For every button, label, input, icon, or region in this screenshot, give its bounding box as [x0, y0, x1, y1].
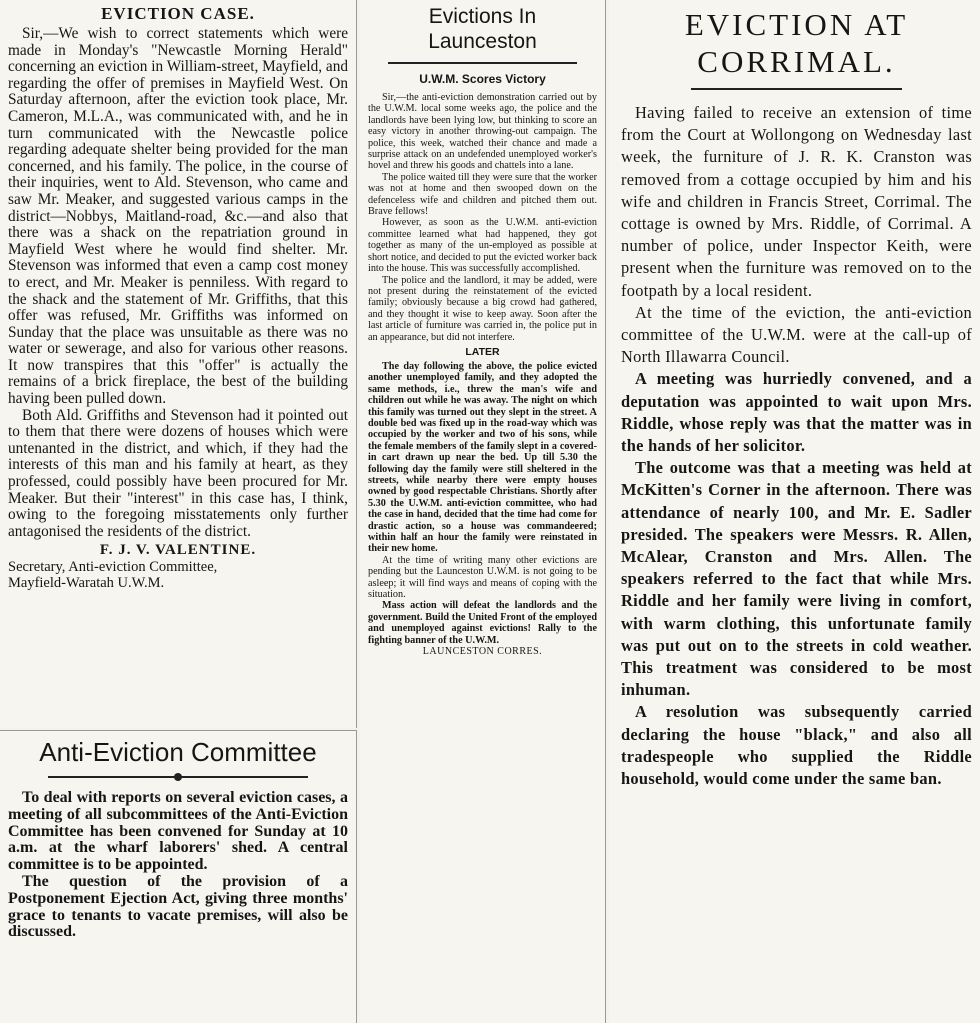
- launceston-clipping: [360, 0, 606, 1023]
- anti-eviction-committee-title: Anti-Eviction Committee: [39, 737, 317, 767]
- launceston-title: [368, 4, 597, 54]
- eviction-case-paragraph-2: Both Ald. Griffiths and Stevenson had it pointed out to them that there were dozens of houses which were untenanted in the district, and which, if they had the interests of this man and his family at heart, as they professed, could possibly have been procured for Mr. Meaker. But their "interest" in this case has, I think, owing to the foregoing misstatements only further antagonised the residents of the district.: [8, 406, 348, 540]
- eviction-case-paragraph-1: Sir,—We wish to correct statements which were made in Monday's "Newcastle Morning Herald" concerning an eviction in William-street, Mayfield, and regarding the offer of premises in Mayfield West. On Saturday afternoon, after the eviction took place, Mr. Cameron, M.L.A., was communicated with, and he in turn communicated with the Newcastle police regarding adequate shelter being provided for the man concerned, and his family. The police, in the course of their inquiries, went to Ald. Stevenson, who came and saw Mr. Meaker, and suggested various camps in the district—Nobbys, Maitland-road, &c.—and also that there was a shack on the repatriation ground in Mayfield West where he would find shelter. Mr. Stevenson was informed that even a camp cost money to erect, and Mr. Meaker is penniless. With regard to the shack and the statement of Mr. Griffiths, that this offer was refused, Mr. Griffiths was informed on Sunday that the place was unsuitable as there was no water or sewerage, and also for various other reasons. It now transpires that this "offer" is actually the remains of a brick fireplace, the best of the building having been pulled down.: [8, 25, 348, 408]
- corrimal-bold-paragraph-2: The outcome was that a meeting was held at McKitten's Corner in the afternoon. There was attendance of nearly 100, and Mr. E. Sadler presided. The speakers were Messrs. R. Allen, McAlear, Cranston and Mrs. Allen. The speakers referred to the fact that while Mrs. Riddle and her family were living in comfort, with warm clothing, this unfortunate family was put out on to the streets in cold weather. This treatment was considered to be most inhuman.: [621, 458, 972, 700]
- corrimal-title-line-2: CORRIMAL.: [697, 44, 896, 79]
- title-divider: [48, 776, 308, 778]
- launceston-paragraph-3: However, as soon as the U.W.M. anti-eviction committee learned what had happened, they got together as many of the un-employed as possible at short notice, and decided to put the evicted worker back into the house. This was successfully accomplished.: [368, 217, 597, 275]
- launceston-signature: LAUNCESTON CORRES.: [422, 646, 543, 658]
- corrimal-paragraph-1: Having failed to receive an extension of time from the Court at Wollongong on Wednesday last week, the furniture of J. R. K. Cranston was removed from a cottage occupied by him and his wife and children in Francis Street, Corrimal. The cottage is owned by Mrs. Riddle, of Corrimal. A number of police, under Inspector Keith, were present when the furniture was removed on to the footpath by a local resident.: [621, 103, 972, 300]
- launceston-title-line-1: Evictions In: [428, 5, 537, 28]
- launceston-title-line-2: Launceston: [428, 30, 537, 53]
- corrimal-bold-paragraph-3: A resolution was subsequently carried declaring the house "black," and also all tradespeople who supplied the Riddle household, would come under the same ban.: [621, 702, 972, 789]
- eviction-case-sig-title: Secretary, Anti-eviction Committee,: [8, 559, 218, 575]
- eviction-case-sig-org: Mayfield-Waratah U.W.M.: [8, 575, 165, 591]
- launceston-paragraph-4: The police and the landlord, it may be added, were not present during the reinstatement of the evicted family; obviously because a big crowd had gathered, and they thought it wise to keep away. Soon after the last article of furniture was carried in, the police put in an appearance, but did not interfere.: [368, 274, 597, 343]
- corrimal-title: [621, 6, 972, 80]
- anti-eviction-committee-clipping: [0, 730, 357, 1023]
- launceston-later-paragraph-1: The day following the above, the police evicted another unemployed family, and they adopted the same methods, i.e., threw the man's wife and children out while he was away. The night on which this family was turned out they slept in the street. A double bed was fixed up in the road-way which was occupied by the worker and two of his sons, while the female members of the family slept in a covered-in cart drawn up near the bed. Up till 5.30 the following day the family were still sheltered in the streets, while nearby there were empty houses owned by good respectable Christians. Shortly after 5.30 the U.W.M. anti-eviction committee, who had the case in hand, decided that the time had come for drastic action, so a house was commandeered; within half an hour the family were reinstated in their new home.: [368, 360, 597, 555]
- launceston-paragraph-1: Sir,—the anti-eviction demonstration carried out by the U.W.M. local some weeks ago, the police and the landlords have been lying low, but thinking to score an easy victory in another throwing-out campaign. The police, this week, watched their chance and made a surprise attack on an undefended unemployed worker's hovel and threw his goods and chattels into a lane.: [368, 92, 597, 172]
- corrimal-paragraph-2: At the time of the eviction, the anti-eviction committee of the U.W.M. were at the call-up of North Illawarra Council.: [621, 302, 972, 367]
- launceston-paragraph-2: The police waited till they were sure that the worker was not at home and then swooped down on the defenceless wife and children and pitched them out. Brave fellows!: [368, 171, 597, 218]
- launceston-closing: Mass action will defeat the landlords and the government. Build the United Front of the employed and unemployed against evictions! Rally to the fighting banner of the U.W.M.: [368, 600, 597, 646]
- title-divider: [388, 62, 577, 64]
- launceston-later-paragraph-2: At the time of writing many other evictions are pending but the Launceston U.W.M. is not going to be asleep; it will find ways and means of coping with the situation.: [368, 554, 597, 601]
- corrimal-title-line-1: EVICTION AT: [684, 7, 909, 42]
- eviction-case-clipping: [0, 0, 357, 728]
- corrimal-clipping: [609, 0, 980, 1023]
- title-divider: [691, 88, 902, 90]
- anti-eviction-committee-paragraph-2: The question of the provision of a Postponement Ejection Act, giving three months' grace to tenants to vacate premises, will also be discussed.: [8, 872, 348, 941]
- later-heading: LATER: [465, 345, 500, 358]
- eviction-case-signature: F. J. V. VALENTINE.: [99, 542, 257, 559]
- corrimal-bold-paragraph-1: A meeting was hurriedly convened, and a deputation was appointed to wait upon Mrs. Riddle, whose reply was that the matter was in the hands of her solicitor.: [621, 369, 972, 456]
- launceston-subtitle: U.W.M. Scores Victory: [419, 72, 546, 86]
- anti-eviction-committee-paragraph-1: To deal with reports on several eviction cases, a meeting of all subcommittees of the Anti-Eviction Committee has been convened for Sunday at 10 a.m. at the wharf laborers' shed. A central committee is to be appointed.: [8, 789, 348, 874]
- eviction-case-title: EVICTION CASE.: [101, 4, 255, 23]
